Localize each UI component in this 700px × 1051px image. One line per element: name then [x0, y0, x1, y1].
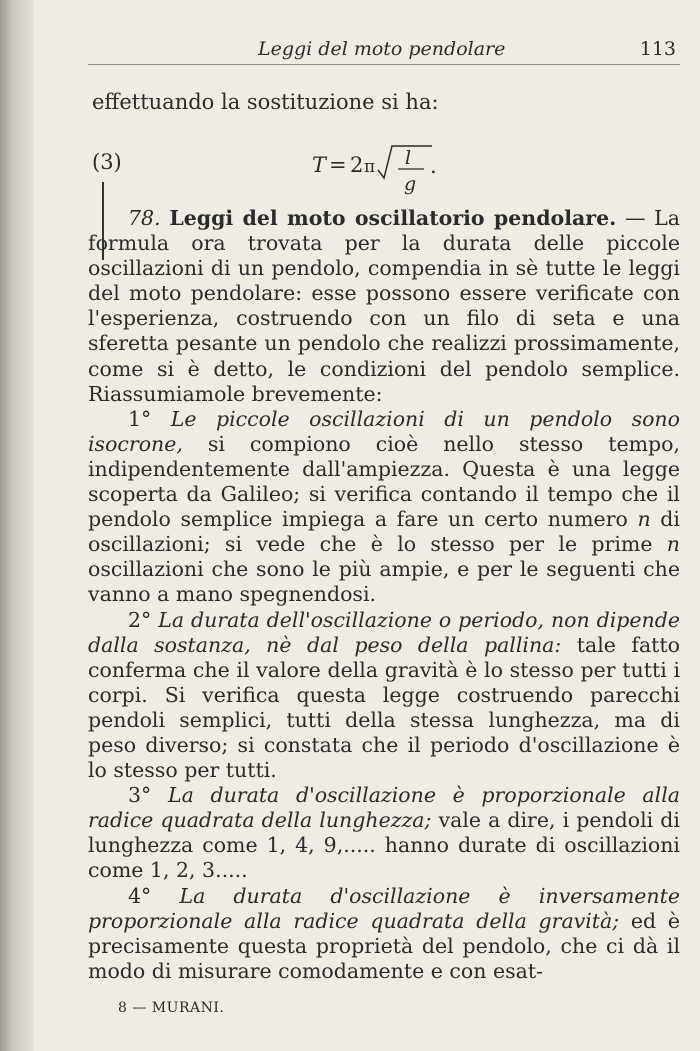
- section-intro-text: — La formula ora trovata per la durata delle piccole oscillazioni di un pendolo, compendia in sè tutte le leggi del moto pendolare: esse possono essere verificate con l'esperienza, costruendo con un filo di seta e una sferetta pesante un pendolo che realizzi prossimamente, come si è detto, le condizioni del pendolo semplice. Riassumiamole brevemente:: [88, 206, 680, 406]
- law-paragraph-4: [88, 884, 680, 984]
- formula-end-punct: .: [430, 154, 437, 178]
- law-explanation: vale a dire, i pendoli di lunghezza come 1, 4, 9,..... hanno durate di oscillazioni come 1, 2, 3.....: [88, 808, 680, 883]
- law-number: 3°: [128, 783, 152, 808]
- formula-pi: π: [364, 157, 376, 177]
- law-explanation: ed è precisamente questa proprietà del pendolo, che ci dà il modo di misurare comodamente e con esat-: [88, 908, 681, 983]
- law-explanation: si compiono cioè nello stesso tempo, indipendentemente dall'ampiezza. Questa è una legge scoperta da Galileo; si verifica contando il tempo che il pendolo semplice impiega a fare un certo numero: [88, 431, 680, 532]
- law-number: 1°: [128, 406, 152, 431]
- signature-footer: 8 — MURANI.: [118, 1000, 225, 1016]
- pendulum-period-formula: [312, 142, 452, 202]
- running-header: [88, 38, 680, 65]
- equation-number: (3): [92, 150, 122, 174]
- law-paragraph-3: [88, 783, 680, 883]
- law-statement: La durata d'oscillazione è inversamente proporzionale alla radice quadrata della gravità;: [88, 883, 680, 933]
- section-title: Leggi del moto oscillatorio pendolare.: [169, 206, 617, 230]
- law-statement: La durata d'oscillazione è proporzionale alla radice quadrata della lunghezza;: [88, 783, 680, 833]
- section-number: 78.: [128, 206, 161, 230]
- formula-coefficient: 2: [350, 153, 364, 177]
- formula-numerator: l: [405, 147, 412, 169]
- law-number: 2°: [128, 607, 152, 632]
- page-number: 113: [639, 38, 676, 60]
- law-number: 4°: [128, 883, 152, 908]
- law-explanation-cont: di oscillazioni; si vede che è lo stesso per le prime: [88, 507, 680, 557]
- book-page: [88, 0, 680, 1051]
- formula-equals: =: [329, 153, 347, 177]
- law-paragraph-2: [88, 608, 680, 784]
- law-explanation-end: oscillazioni che sono le più ampie, e per le seguenti che vanno a mano spegnendosi.: [88, 557, 680, 607]
- law-explanation: tale fatto conferma che il valore della gravità è lo stesso per tutti i corpi. Si verifica questa legge costruendo parecchi pendoli semplici, tutti della stessa lunghezza, ma di peso diverso; si constata che il periodo d'oscillazione è lo stesso per tutti.: [88, 632, 681, 783]
- running-title: Leggi del moto pendolare: [258, 38, 506, 60]
- law-statement: Le piccole oscillazioni di un pendolo sono isocrone,: [88, 406, 680, 456]
- law-paragraph-1: [88, 407, 680, 608]
- intro-line: effettuando la sostituzione si ha:: [92, 90, 439, 114]
- equation-block: [88, 142, 680, 202]
- variable-n: n: [666, 532, 680, 557]
- variable-n: n: [637, 507, 651, 532]
- body-text: [88, 206, 680, 984]
- book-spine-shadow: [0, 0, 34, 1051]
- formula-denominator: g: [404, 173, 417, 195]
- section-paragraph: [88, 206, 680, 407]
- formula-lhs: T: [312, 153, 327, 177]
- law-statement: La durata dell'oscillazione o periodo, non dipende dalla sostanza, nè dal peso della pallina:: [88, 607, 680, 657]
